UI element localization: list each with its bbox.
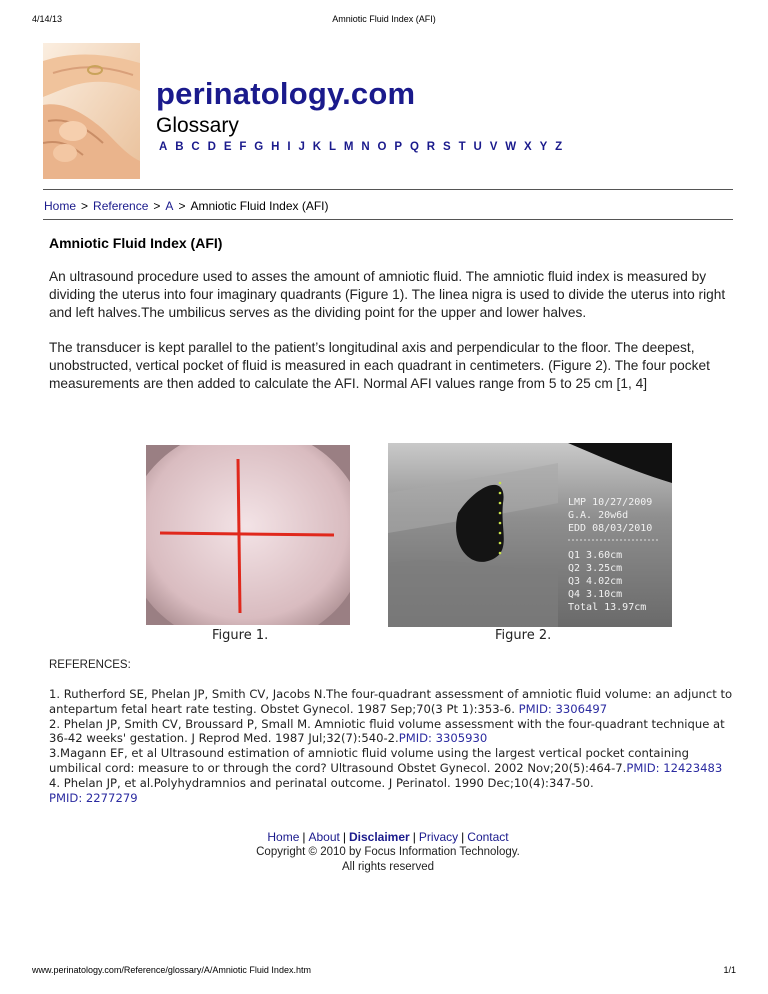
- print-page-number: 1/1: [723, 965, 736, 975]
- ultrasound-q4: Q4 3.10cm: [568, 589, 623, 600]
- breadcrumb-separator: >: [178, 199, 186, 213]
- reference-item: [49, 717, 733, 747]
- footer-separator: |: [342, 830, 346, 844]
- copyright-text: Copyright © 2010 by Focus Information Technology.: [256, 846, 520, 858]
- top-divider: [43, 189, 733, 190]
- alphabet-letter-link[interactable]: X: [524, 141, 532, 153]
- pmid-link[interactable]: PMID: 3306497: [518, 701, 608, 716]
- alphabet-letter-link[interactable]: H: [271, 141, 280, 153]
- footer-about-link[interactable]: About: [308, 830, 340, 844]
- reference-item: [49, 687, 733, 717]
- pmid-link[interactable]: PMID: 12423483: [626, 760, 723, 775]
- ultrasound-q1: Q1 3.60cm: [568, 550, 623, 561]
- alphabet-letter-link[interactable]: W: [505, 141, 517, 153]
- alphabet-letter-link[interactable]: N: [361, 141, 370, 153]
- footer-home-link[interactable]: Home: [267, 830, 300, 844]
- alphabet-letter-link[interactable]: O: [377, 141, 387, 153]
- alphabet-letter-link[interactable]: M: [343, 141, 354, 153]
- figure-2-ultrasound-image: [388, 443, 672, 627]
- site-title[interactable]: perinatology.com: [156, 76, 416, 111]
- breadcrumb-home-link[interactable]: Home: [44, 199, 77, 213]
- ultrasound-total: Total 13.97cm: [568, 602, 647, 613]
- alphabet-letter-link[interactable]: E: [223, 141, 232, 153]
- footer-separator: |: [461, 830, 465, 844]
- ultrasound-edd: EDD 08/03/2010: [568, 523, 653, 534]
- alphabet-letter-link[interactable]: R: [426, 141, 436, 153]
- alphabet-letter-link[interactable]: Y: [539, 141, 548, 153]
- ultrasound-q2: Q2 3.25cm: [568, 563, 623, 574]
- alphabet-letter-link[interactable]: S: [443, 141, 451, 153]
- breadcrumb-reference-link[interactable]: Reference: [93, 199, 149, 213]
- alphabet-letter-link[interactable]: V: [489, 141, 498, 153]
- alphabet-letter-link[interactable]: Z: [555, 141, 563, 153]
- breadcrumb-current: Amniotic Fluid Index (AFI): [190, 199, 329, 213]
- pmid-link[interactable]: PMID: 2277279: [49, 790, 138, 805]
- footer-separator: |: [302, 830, 306, 844]
- alphabet-letter-link[interactable]: B: [175, 141, 184, 153]
- reference-text: 3.Magann EF, et al Ultrasound estimation of amniotic fluid volume using the largest vertical pocket containing umbilical cord: measure to or through the cord? Ultrasound Obstet Gynecol. 2002 Nov;20(5):464-7.: [49, 746, 690, 775]
- print-url: www.perinatology.com/Reference/glossary/A/Amniotic Fluid Index.htm: [32, 965, 311, 975]
- ultrasound-ga: G.A. 20w6d: [568, 510, 629, 521]
- footer-links: [0, 830, 768, 844]
- alphabet-letter-link[interactable]: P: [394, 141, 403, 153]
- alphabet-letter-link[interactable]: T: [458, 141, 466, 153]
- print-date: 4/14/13: [32, 14, 63, 24]
- footer-privacy-link[interactable]: Privacy: [418, 830, 459, 844]
- figure-1-abdomen-quadrants-image: [146, 445, 350, 625]
- print-page-title: Amniotic Fluid Index (AFI): [332, 14, 436, 24]
- alphabet-letter-link[interactable]: K: [312, 141, 322, 153]
- alphabet-letter-link[interactable]: L: [328, 141, 336, 153]
- hands-logo-image: [43, 43, 140, 179]
- reference-text: 4. Phelan JP, et al.Polyhydramnios and perinatal outcome. J Perinatol. 1990 Dec;10(4):347-50.: [49, 775, 594, 790]
- alphabet-letter-link[interactable]: C: [191, 141, 200, 153]
- footer-contact-link[interactable]: Contact: [467, 830, 509, 844]
- article-paragraph-2: The transducer is kept parallel to the patient’s longitudinal axis and perpendicular to the floor. The deepest, unobstructed, vertical pocket of fluid is measured in each quadrant in centimeters. (Figure 2). The four pocket measurements are then added to calculate the AFI. Normal AFI values range from 5 to 25 cm [1, 4]: [49, 340, 710, 391]
- breadcrumb: [44, 199, 329, 213]
- references-list: [49, 687, 733, 805]
- footer-separator: |: [412, 830, 416, 844]
- footer-disclaimer-link[interactable]: Disclaimer: [348, 830, 410, 844]
- alphabet-letter-link[interactable]: I: [287, 141, 291, 153]
- figure-1-caption: Figure 1.: [212, 628, 269, 643]
- references-heading: REFERENCES:: [49, 659, 131, 671]
- section-title: Glossary: [156, 114, 239, 137]
- ultrasound-lmp: LMP 10/27/2009: [568, 497, 653, 508]
- rights-text: All rights reserved: [341, 861, 435, 873]
- reference-text: 2. Phelan JP, Smith CV, Broussard P, Small M. Amniotic fluid volume assessment with the four-quadrant technique at 36-42 weeks' gestation. J Reprod Med. 1987 Jul;32(7):540-2.: [49, 716, 725, 746]
- breadcrumb-separator: >: [81, 199, 89, 213]
- breadcrumb-divider: [43, 219, 733, 220]
- ultrasound-q3: Q3 4.02cm: [568, 576, 623, 587]
- alphabet-letter-link[interactable]: F: [239, 141, 247, 153]
- alphabet-letter-link[interactable]: J: [298, 141, 305, 153]
- alphabet-letter-link[interactable]: Q: [409, 141, 419, 153]
- article-title: Amniotic Fluid Index (AFI): [49, 235, 223, 251]
- pmid-link[interactable]: PMID: 3305930: [398, 731, 488, 746]
- alphabet-letter-link[interactable]: U: [473, 141, 482, 153]
- article-paragraph-1: An ultrasound procedure used to asses the amount of amniotic fluid. The amniotic fluid index is measured by dividing the uterus into four imaginary quadrants (Figure 1). The linea nigra is used to divide the uterus into right and left halves.The umbilicus serves as the dividing point for the upper and lower halves.: [49, 269, 726, 320]
- reference-item: [49, 776, 733, 806]
- print-header: [32, 14, 736, 28]
- figure-2-caption: Figure 2.: [495, 628, 552, 643]
- alphabet-letter-link[interactable]: D: [207, 141, 216, 153]
- reference-item: [49, 746, 733, 776]
- alphabet-index: [159, 141, 570, 153]
- breadcrumb-separator: >: [153, 199, 161, 213]
- reference-text: 1. Rutherford SE, Phelan JP, Smith CV, Jacobs N.The four-quadrant assessment of amniotic fluid volume: an adjunct to antepartum fetal heart rate testing. Obstet Gynecol. 1987 Sep;70(3 Pt 1):353-6.: [49, 687, 733, 716]
- alphabet-letter-link[interactable]: A: [159, 141, 168, 153]
- alphabet-letter-link[interactable]: G: [254, 141, 264, 153]
- breadcrumb-letter-link[interactable]: A: [165, 199, 174, 213]
